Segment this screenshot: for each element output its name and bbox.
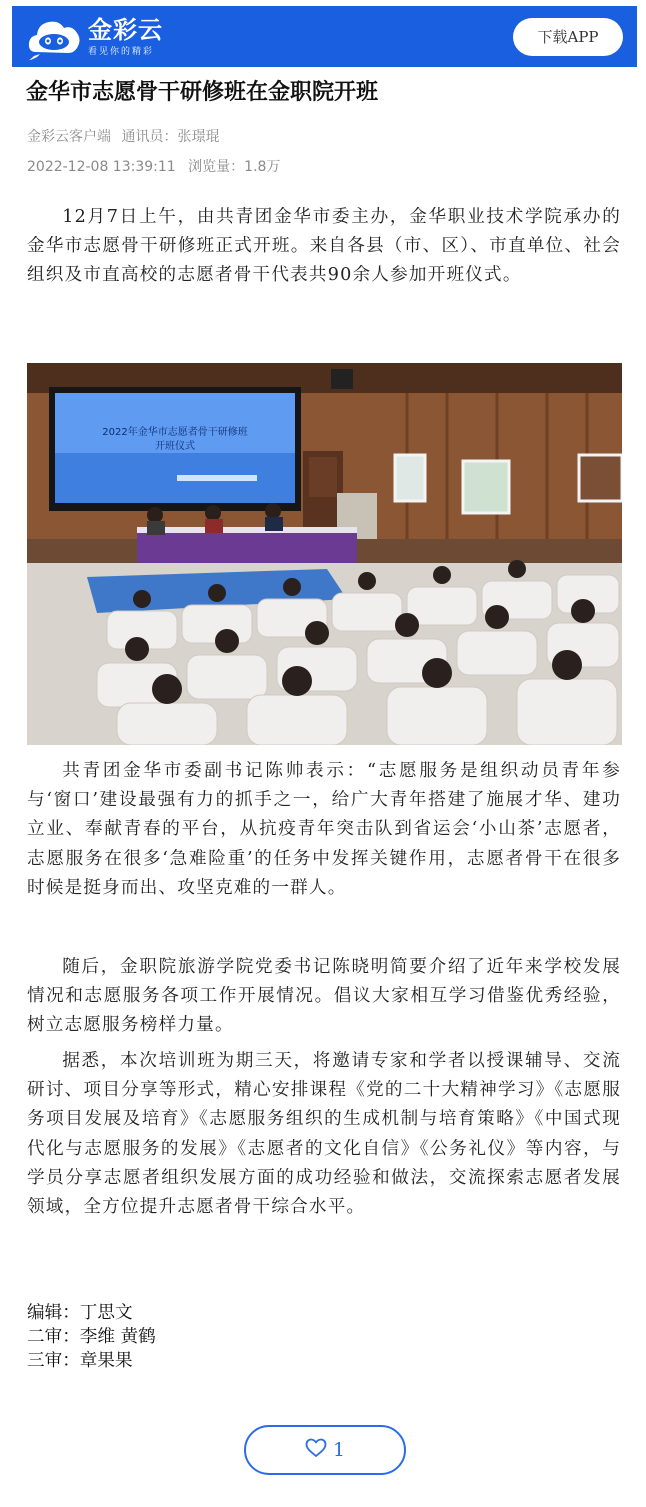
article-reporter: 通讯员：张璟琨	[121, 129, 220, 145]
screen-subtitle-line: 开班仪式	[155, 441, 195, 452]
editor-line: 编辑：丁思文	[27, 1303, 133, 1323]
brand-slogan: 看见你的精彩	[88, 46, 155, 57]
brand-name: 金彩云	[88, 15, 163, 44]
article-paragraph: 共青团金华市委副书记陈帅表示：“志愿服务是组织动员青年参与‘窗口’建设最强有力的抓手之一，给广大青年搭建了施展才华、建功立业、奉献青春的平台，从抗疫青年突击队到省运会‘小山茶’志愿者，志愿服务在很多‘急难险重’的任务中发挥关键作用，志愿者骨干在很多时候是挺身而出、攻坚克难的一群人。	[27, 761, 621, 898]
article-title: 金华市志愿骨干研修班在金职院开班	[26, 80, 379, 105]
like-button[interactable]	[244, 1425, 406, 1475]
screen-title-line: 2022年金华市志愿者骨干研修班	[102, 427, 248, 438]
article-source: 金彩云客户端	[27, 129, 111, 145]
article-byline	[27, 127, 219, 147]
brand-logo[interactable]	[26, 12, 163, 62]
cloud-mascot-icon	[26, 12, 82, 62]
article-views: 浏览量：1.8万	[188, 159, 281, 175]
article-datetime: 2022-12-08 13:39:11	[27, 159, 176, 175]
second-review-line: 二审：李维 黄鹤	[27, 1327, 156, 1347]
article-paragraph: 据悉，本次培训班为期三天，将邀请专家和学者以授课辅导、交流研讨、项目分享等形式，精心安排课程《党的二十大精神学习》《志愿服务项目发展及培育》《志愿服务组织的生成机制与培育策略》《中国式现代化与志愿服务的发展》《志愿者的文化自信》《公务礼仪》等内容，与学员分享志愿者组织发展方面的成功经验和做法，交流探索志愿者发展领域，全方位提升志愿者骨干综合水平。	[27, 1051, 621, 1218]
article-paragraph: 随后，金职院旅游学院党委书记陈晓明简要介绍了近年来学校发展情况和志愿服务各项工作开展情况。倡议大家相互学习借鉴优秀经验，树立志愿服务榜样力量。	[27, 957, 621, 1036]
app-header	[12, 6, 637, 67]
like-count: 1	[332, 1439, 346, 1461]
download-app-button[interactable]: 下载APP	[513, 18, 623, 56]
third-review-line: 三审：章果果	[27, 1351, 133, 1371]
article-photo[interactable]	[27, 363, 622, 745]
heart-outline-icon	[305, 1438, 327, 1462]
article-paragraph: 12月7日上午，由共青团金华市委主办，金华职业技术学院承办的金华市志愿骨干研修班正式开班。来自各县（市、区）、市直单位、社会组织及市直高校的志愿者骨干代表共90余人参加开班仪式。	[27, 207, 621, 286]
article-meta	[27, 157, 280, 177]
